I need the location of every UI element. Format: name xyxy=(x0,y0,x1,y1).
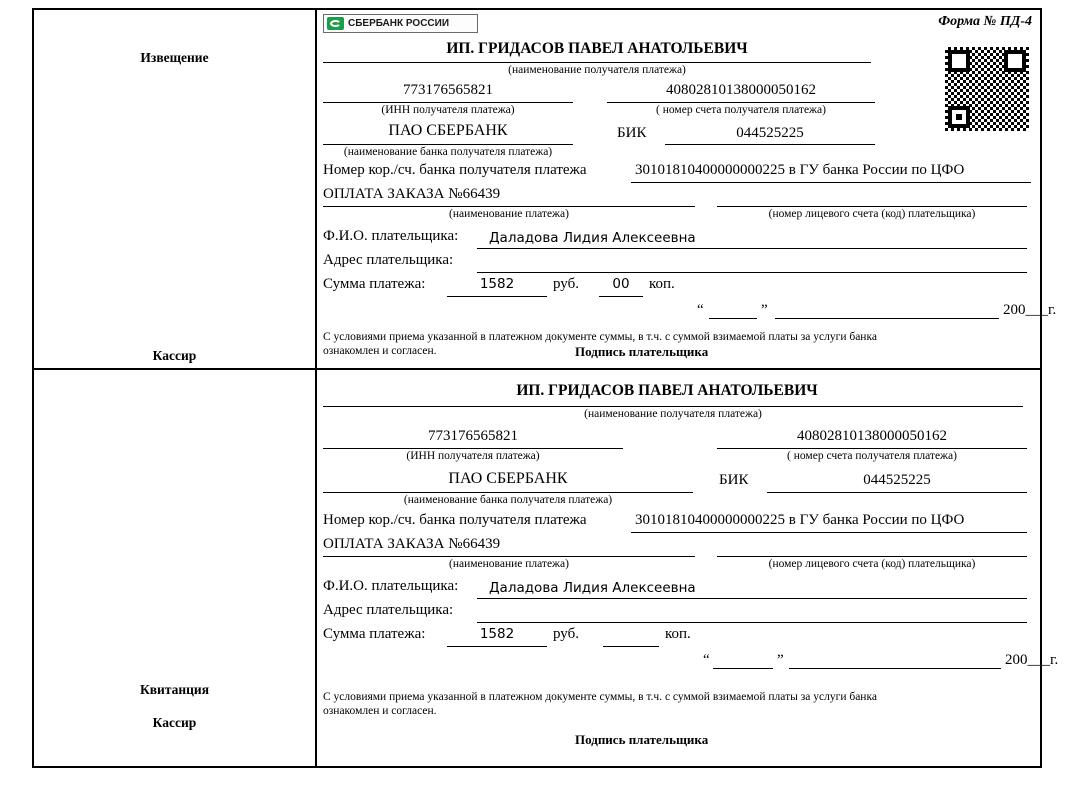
notice-inn-caption: (ИНН получателя платежа) xyxy=(381,104,515,116)
receipt-bik-rule xyxy=(767,492,1027,493)
notice-payer-address-label: Адрес плательщика: xyxy=(323,252,454,268)
receipt-conditions-line2: ознакомлен и согласен. xyxy=(323,705,437,717)
receipt-right-column xyxy=(317,370,1059,766)
notice-inn-value: 773176565821 xyxy=(403,82,493,98)
notice-corr-label: Номер кор./сч. банка получателя платежа xyxy=(323,162,587,178)
notice-corr-value: 30101810400000000225 в ГУ банка России по ЦФО xyxy=(635,162,965,178)
notice-conditions-line1: С условиями приема указанной в платежном документе суммы, в т.ч. с суммой взимаемой платы за услуги банка xyxy=(323,331,877,343)
notice-sum-rub-rule xyxy=(447,296,547,297)
receipt-recipient-caption: (наименование получателя платежа) xyxy=(584,408,762,420)
notice-corr-rule xyxy=(631,182,1031,183)
notice-bank-value: ПАО СБЕРБАНК xyxy=(388,122,508,139)
notice-bik-label: БИК xyxy=(617,125,647,141)
notice-rub-label: руб. xyxy=(553,276,579,292)
notice-date-year: 200___г. xyxy=(1003,302,1057,318)
notice-payer-fio-label: Ф.И.О. плательщика: xyxy=(323,228,459,244)
sberbank-logo-text: СБЕРБАНК РОССИИ xyxy=(348,18,450,29)
receipt-sum-label: Сумма платежа: xyxy=(323,626,426,642)
label-notice: Извещение xyxy=(140,50,209,65)
sberbank-logo-icon xyxy=(327,17,344,30)
notice-payment-name-value: ОПЛАТА ЗАКАЗА №66439 xyxy=(323,186,501,202)
receipt-account-rule xyxy=(717,448,1027,449)
notice-payer-fio-rule xyxy=(477,248,1027,249)
label-cashier-bottom: Кассир xyxy=(152,715,197,730)
receipt-inn-caption: (ИНН получателя платежа) xyxy=(406,450,540,462)
receipt-payment-name-value: ОПЛАТА ЗАКАЗА №66439 xyxy=(323,536,501,552)
notice-date-month-rule xyxy=(775,318,999,319)
notice-payer-fio-value: Даладова Лидия Алексеевна xyxy=(489,230,696,246)
receipt-corr-rule xyxy=(631,532,1027,533)
notice-account-rule xyxy=(607,102,875,103)
notice-payment-name-rule xyxy=(323,206,695,207)
notice-date-day-rule xyxy=(709,318,757,319)
notice-date-quote-open: “ xyxy=(697,302,704,318)
receipt-conditions-line1: С условиями приема указанной в платежном документе суммы, в т.ч. с суммой взимаемой платы за услуги банка xyxy=(323,691,877,703)
receipt-sum-rub-value: 1582 xyxy=(479,626,515,642)
receipt-recipient-name: ИП. ГРИДАСОВ ПАВЕЛ АНАТОЛЬЕВИЧ xyxy=(516,382,818,399)
receipt-payer-fio-value: Даладова Лидия Алексеевна xyxy=(489,580,696,596)
receipt-section xyxy=(34,370,1059,766)
notice-sum-kop-rule xyxy=(599,296,643,297)
receipt-date-month-rule xyxy=(789,668,1001,669)
receipt-corr-value: 30101810400000000225 в ГУ банка России по ЦФО xyxy=(635,512,965,528)
receipt-left-column xyxy=(34,370,317,766)
receipt-recipient-rule xyxy=(323,406,1023,407)
notice-section xyxy=(34,10,1057,370)
notice-payer-address-rule xyxy=(477,272,1027,273)
receipt-payer-fio-label: Ф.И.О. плательщика: xyxy=(323,578,459,594)
label-cashier-top: Кассир xyxy=(152,348,197,363)
receipt-account-value: 40802810138000050162 xyxy=(797,428,947,444)
receipt-payer-address-rule xyxy=(477,622,1027,623)
receipt-bank-caption: (наименование банка получателя платежа) xyxy=(403,494,613,506)
receipt-rub-label: руб. xyxy=(553,626,579,642)
notice-payment-name-caption: (наименование платежа) xyxy=(449,208,569,220)
notice-recipient-caption: (наименование получателя платежа) xyxy=(508,64,686,76)
notice-personal-account-caption: (номер лицевого счета (код) плательщика) xyxy=(768,208,976,220)
payment-form-pd4 xyxy=(32,8,1059,768)
qr-code-finder xyxy=(948,106,970,128)
form-number: Форма № ПД-4 xyxy=(938,14,1032,29)
notice-payer-signature-label: Подпись плательщика xyxy=(575,344,709,359)
receipt-date-year: 200___г. xyxy=(1005,652,1059,668)
notice-left-column xyxy=(34,10,317,368)
receipt-date-quote-open: “ xyxy=(703,652,710,668)
notice-bik-value: 044525225 xyxy=(736,125,804,141)
receipt-personal-account-caption: (номер лицевого счета (код) плательщика) xyxy=(768,558,976,570)
notice-bik-rule xyxy=(665,144,875,145)
notice-bank-caption: (наименование банка получателя платежа) xyxy=(343,146,553,158)
label-receipt: Квитанция xyxy=(139,682,210,697)
sberbank-logo xyxy=(323,14,478,33)
receipt-account-caption: ( номер счета получателя платежа) xyxy=(787,450,957,462)
notice-inn-rule xyxy=(323,102,573,103)
notice-date-quote-close: ” xyxy=(761,302,768,318)
notice-conditions-line2: ознакомлен и согласен. xyxy=(323,345,437,357)
receipt-payment-name-rule xyxy=(323,556,695,557)
notice-recipient-name: ИП. ГРИДАСОВ ПАВЕЛ АНАТОЛЬЕВИЧ xyxy=(446,40,748,57)
receipt-date-quote-close: ” xyxy=(777,652,784,668)
receipt-personal-account-rule xyxy=(717,556,1027,557)
receipt-bik-value: 044525225 xyxy=(863,472,931,488)
notice-recipient-rule xyxy=(323,62,871,63)
receipt-inn-rule xyxy=(323,448,623,449)
notice-personal-account-rule xyxy=(717,206,1027,207)
receipt-payment-name-caption: (наименование платежа) xyxy=(449,558,569,570)
notice-bank-rule xyxy=(323,144,573,145)
receipt-sum-rub-rule xyxy=(447,646,547,647)
receipt-bank-value: ПАО СБЕРБАНК xyxy=(448,470,568,487)
qr-code xyxy=(942,44,1032,134)
notice-sum-rub-value: 1582 xyxy=(479,276,515,292)
receipt-corr-label: Номер кор./сч. банка получателя платежа xyxy=(323,512,587,528)
receipt-payer-signature-label: Подпись плательщика xyxy=(575,732,709,747)
notice-sum-label: Сумма платежа: xyxy=(323,276,426,292)
receipt-bik-label: БИК xyxy=(719,472,749,488)
notice-sum-kop-value: 00 xyxy=(612,276,630,292)
receipt-bank-rule xyxy=(323,492,693,493)
receipt-date-day-rule xyxy=(713,668,773,669)
notice-account-value: 40802810138000050162 xyxy=(666,82,816,98)
notice-account-caption: ( номер счета получателя платежа) xyxy=(656,104,826,116)
receipt-sum-kop-rule xyxy=(603,646,659,647)
notice-kop-label: коп. xyxy=(649,276,675,292)
receipt-payer-fio-rule xyxy=(477,598,1027,599)
receipt-inn-value: 773176565821 xyxy=(428,428,518,444)
receipt-payer-address-label: Адрес плательщика: xyxy=(323,602,454,618)
notice-right-column xyxy=(317,10,1057,368)
receipt-kop-label: коп. xyxy=(665,626,691,642)
